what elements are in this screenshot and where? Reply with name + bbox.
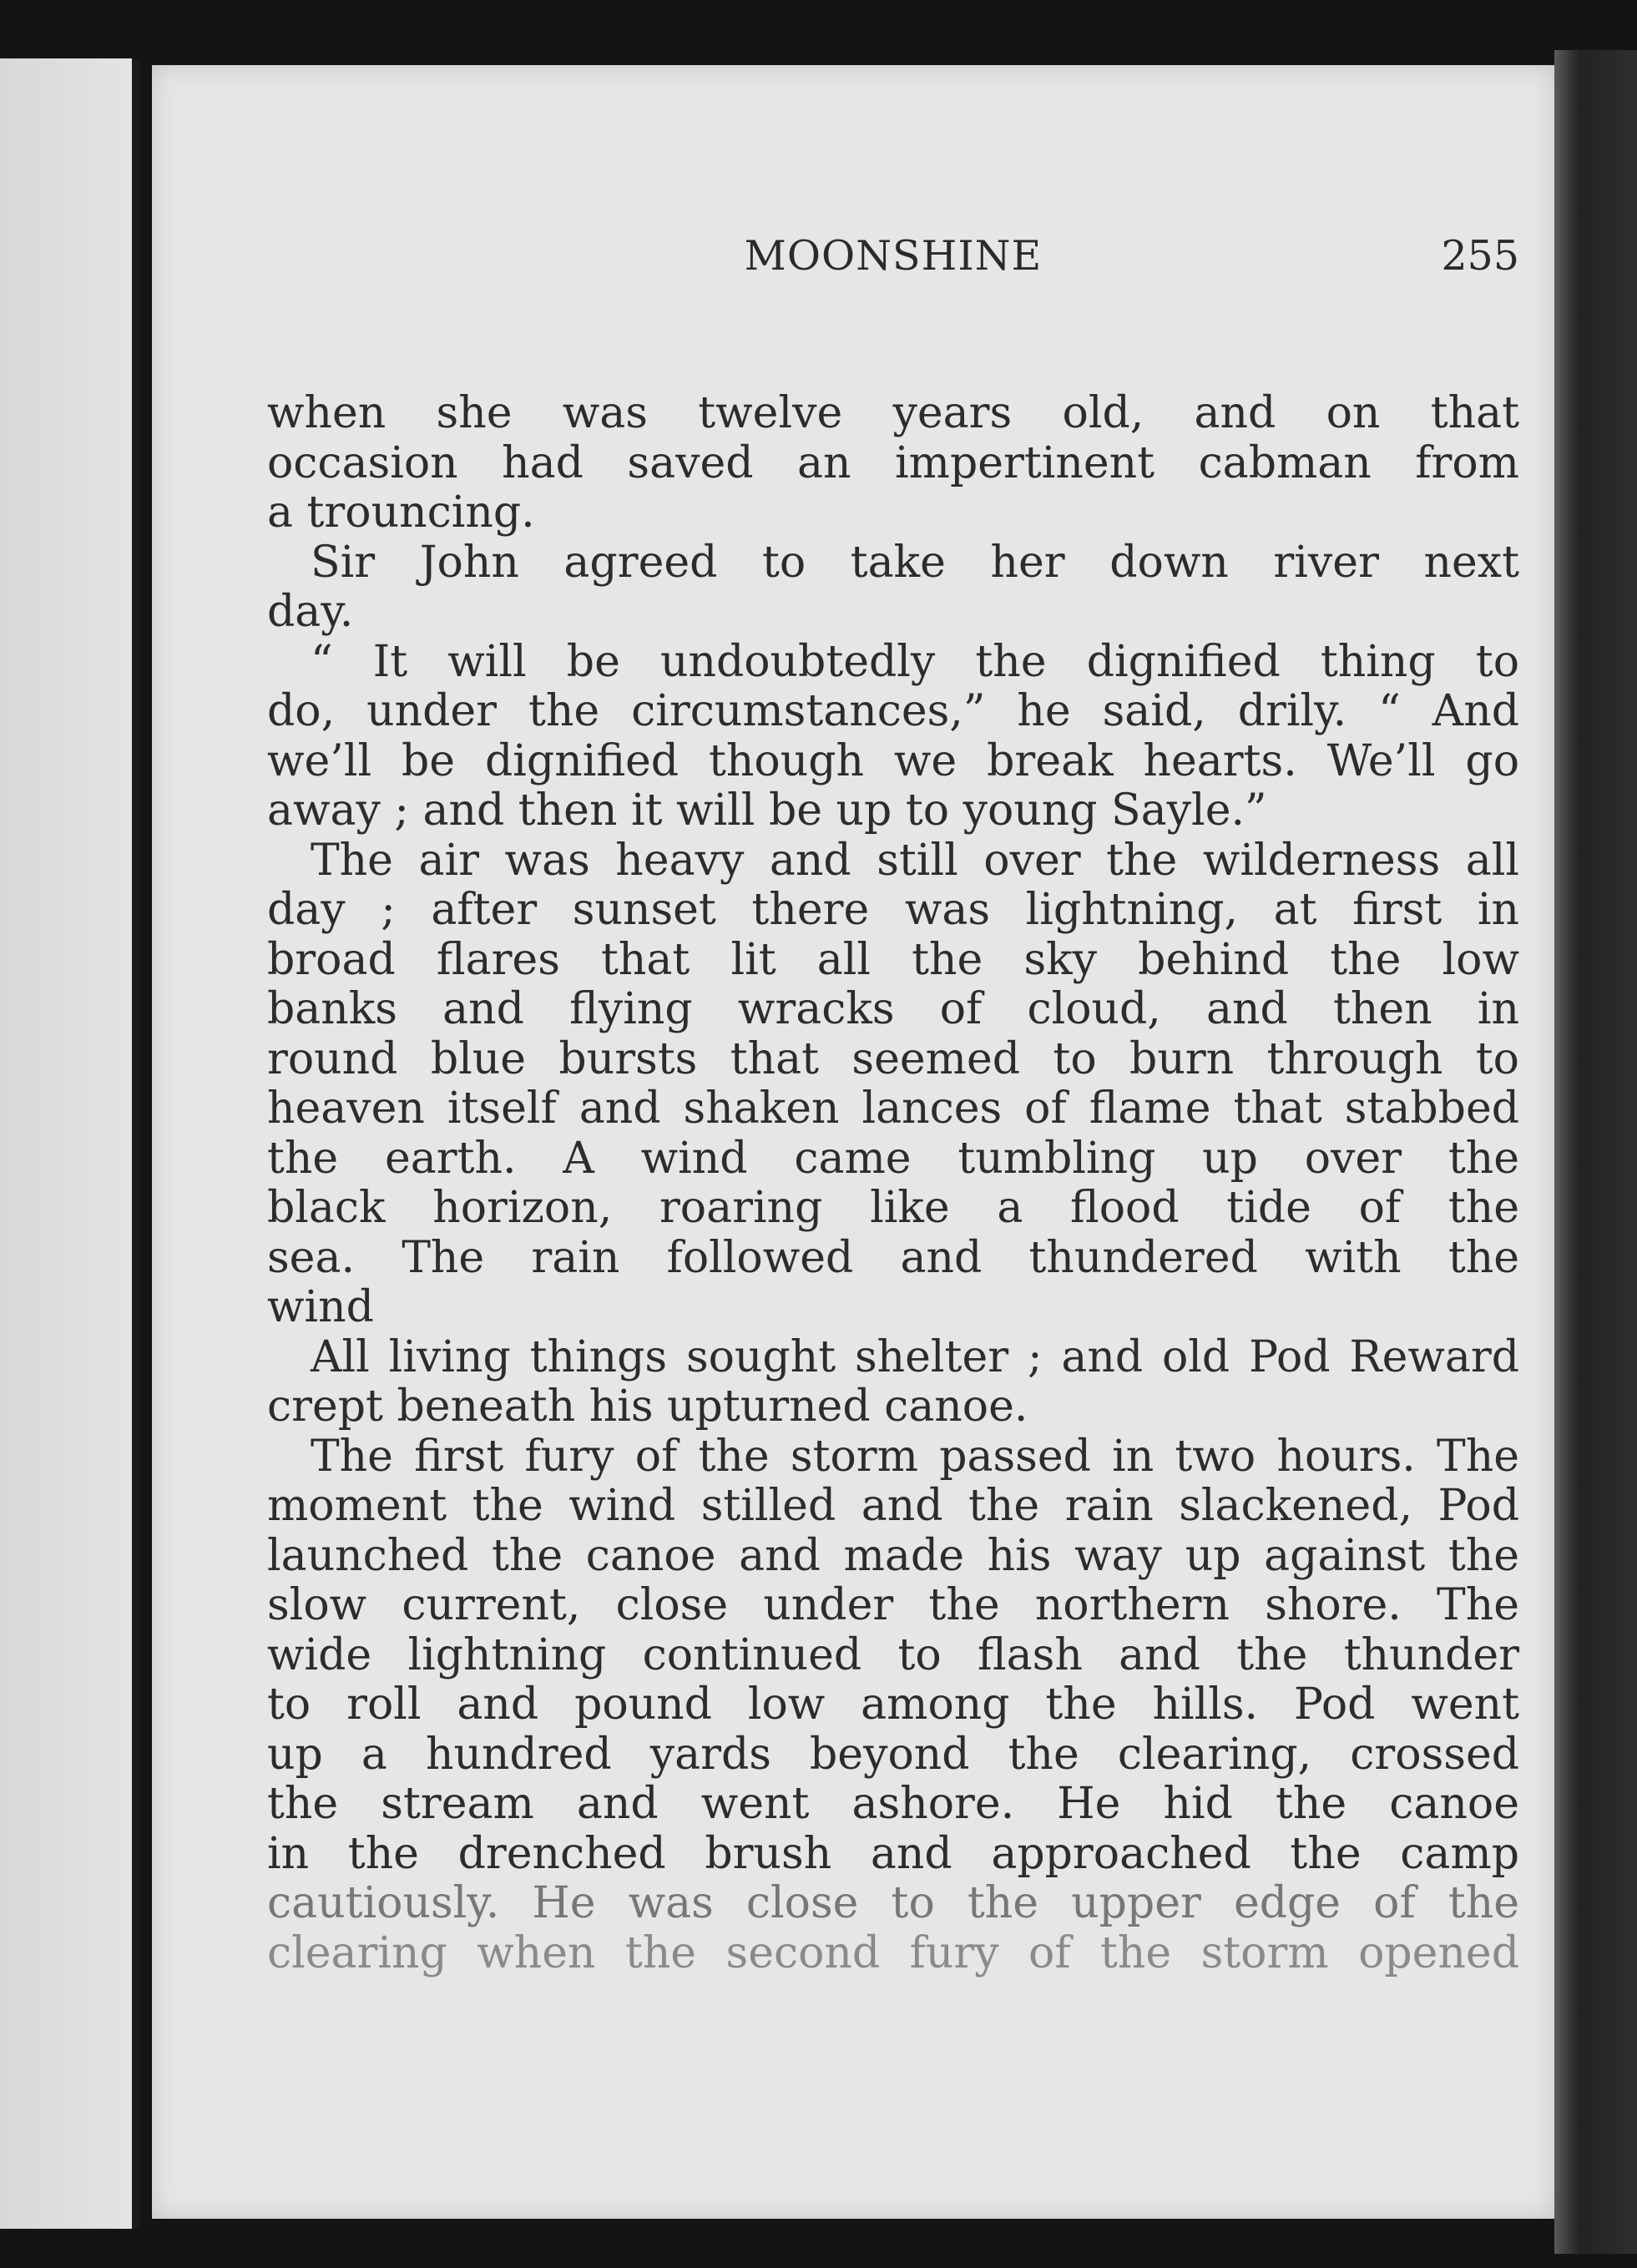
text-line: The air was heavy and still over the wilderness all bbox=[311, 835, 1519, 886]
text-line: we’ll be dignified though we break hearts. We’ll go bbox=[267, 735, 1519, 786]
text-line: wide lightning continued to flash and the thunder bbox=[267, 1629, 1519, 1680]
book-gutter bbox=[132, 58, 140, 2229]
page-number: 255 bbox=[1441, 232, 1519, 280]
text-line: do, under the circumstances,” he said, drily. “ And bbox=[267, 686, 1519, 736]
text-line: round blue bursts that seemed to burn through to bbox=[267, 1033, 1519, 1084]
text-line: wind bbox=[267, 1282, 374, 1332]
text-line: banks and flying wracks of cloud, and then in bbox=[267, 984, 1519, 1034]
facing-page-edge bbox=[0, 58, 134, 2229]
body-text bbox=[267, 389, 1519, 1978]
text-line: up a hundred yards beyond the clearing, crossed bbox=[267, 1729, 1519, 1780]
running-title: MOONSHINE bbox=[744, 232, 1043, 280]
text-line: sea. The rain followed and thundered with the bbox=[267, 1232, 1519, 1283]
text-line: crept beneath his upturned canoe. bbox=[267, 1382, 1028, 1432]
text-line: day. bbox=[267, 587, 354, 637]
text-line: occasion had saved an impertinent cabman from bbox=[267, 437, 1519, 488]
text-line: slow current, close under the northern shore. The bbox=[267, 1580, 1519, 1630]
text-line: to roll and pound low among the hills. Pod went bbox=[267, 1680, 1519, 1730]
text-line: broad flares that lit all the sky behind the low bbox=[267, 934, 1519, 985]
text-line: launched the canoe and made his way up against the bbox=[267, 1530, 1519, 1581]
text-line: The first fury of the storm passed in two hours. The bbox=[311, 1431, 1519, 1482]
page-header bbox=[267, 232, 1519, 307]
text-line: black horizon, roaring like a flood tide of the bbox=[267, 1183, 1519, 1233]
text-line: heaven itself and shaken lances of flame that stabbed bbox=[267, 1083, 1519, 1134]
text-line: the earth. A wind came tumbling up over the bbox=[267, 1133, 1519, 1184]
text-line: All living things sought shelter ; and old Pod Reward bbox=[311, 1331, 1519, 1382]
text-line: cautiously. He was close to the upper edge of the bbox=[267, 1878, 1519, 1928]
text-line: Sir John agreed to take her down river next bbox=[311, 537, 1519, 588]
text-line: “ It will be undoubtedly the dignified thing to bbox=[311, 636, 1519, 687]
text-line: the stream and went ashore. He hid the canoe bbox=[267, 1779, 1519, 1829]
text-line: moment the wind stilled and the rain slackened, Pod bbox=[267, 1481, 1519, 1531]
text-line: in the drenched brush and approached the camp bbox=[267, 1828, 1519, 1879]
book-page bbox=[152, 65, 1554, 2219]
page-stack-edge bbox=[1554, 50, 1637, 2254]
text-line: a trouncing. bbox=[267, 487, 535, 538]
text-line: day ; after sunset there was lightning, at first in bbox=[267, 885, 1519, 935]
text-line: when she was twelve years old, and on that bbox=[267, 388, 1519, 438]
text-line: away ; and then it will be up to young Sayle.” bbox=[267, 785, 1267, 836]
text-line: clearing when the second fury of the storm opened bbox=[267, 1927, 1519, 1978]
